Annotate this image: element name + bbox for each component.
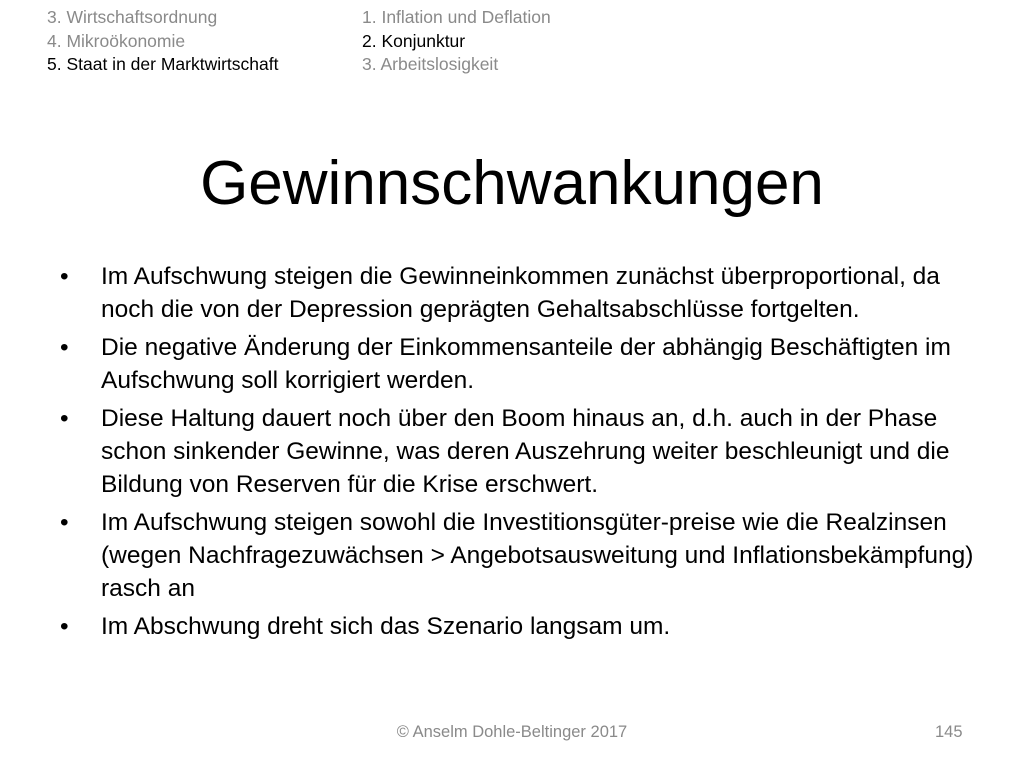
- chapter-nav-item-wirtschaftsordnung[interactable]: 3. Wirtschaftsordnung: [47, 7, 218, 27]
- bullet-item: [60, 260, 980, 326]
- bullet-text: Diese Haltung dauert noch über den Boom hinaus an, d.h. auch in der Phase schon sinkender Gewinne, was deren Auszehrung weiter beschleunigt und die Bildung von Reserven für die Krise erschwert.: [101, 405, 950, 498]
- section-nav-item-konjunktur[interactable]: 2. Konjunktur: [362, 30, 466, 51]
- bullet-item: [60, 331, 980, 397]
- slide-title: Gewinnschwankungen: [200, 149, 824, 218]
- chapter-nav-item-mikrooekonomie[interactable]: 4. Mikroökonomie: [47, 30, 186, 51]
- slide-footer: [0, 723, 1024, 745]
- page-number: 145: [935, 723, 963, 741]
- section-nav-item-inflation-deflation[interactable]: 1. Inflation und Deflation: [362, 7, 551, 27]
- bullet-marker: •: [60, 613, 69, 640]
- bullet-item: [60, 402, 980, 501]
- bullet-text: Die negative Änderung der Einkommensanteile der abhängig Beschäftigten im Aufschwung soll korrigiert werden.: [101, 334, 951, 394]
- bullet-item: [60, 610, 980, 643]
- chapter-nav: [47, 6, 278, 77]
- bullet-text: Im Aufschwung steigen sowohl die Investitionsgüter-preise wie die Realzinsen (wegen Nachfragezuwächsen > Angebotsausweitung und Inflationsbekämpfung) rasch an: [101, 509, 974, 602]
- bullet-item: [60, 506, 980, 605]
- bullet-marker: •: [60, 509, 69, 536]
- chapter-nav-item-staat-marktwirtschaft[interactable]: 5. Staat in der Marktwirtschaft: [47, 54, 279, 74]
- bullet-text: Im Abschwung dreht sich das Szenario langsam um.: [101, 613, 671, 640]
- copyright-notice: © Anselm Dohle-Beltinger 2017: [396, 723, 628, 741]
- bullet-marker: •: [60, 334, 69, 361]
- section-nav-item-arbeitslosigkeit[interactable]: 3. Arbeitslosigkeit: [362, 54, 499, 74]
- bullet-marker: •: [60, 405, 69, 432]
- bullet-list: [60, 260, 980, 648]
- section-nav: [362, 6, 551, 77]
- bullet-marker: •: [60, 263, 69, 290]
- bullet-text: Im Aufschwung steigen die Gewinneinkommen zunächst überproportional, da noch die von der Depression geprägten Gehaltsabschlüsse fortgelten.: [101, 263, 940, 323]
